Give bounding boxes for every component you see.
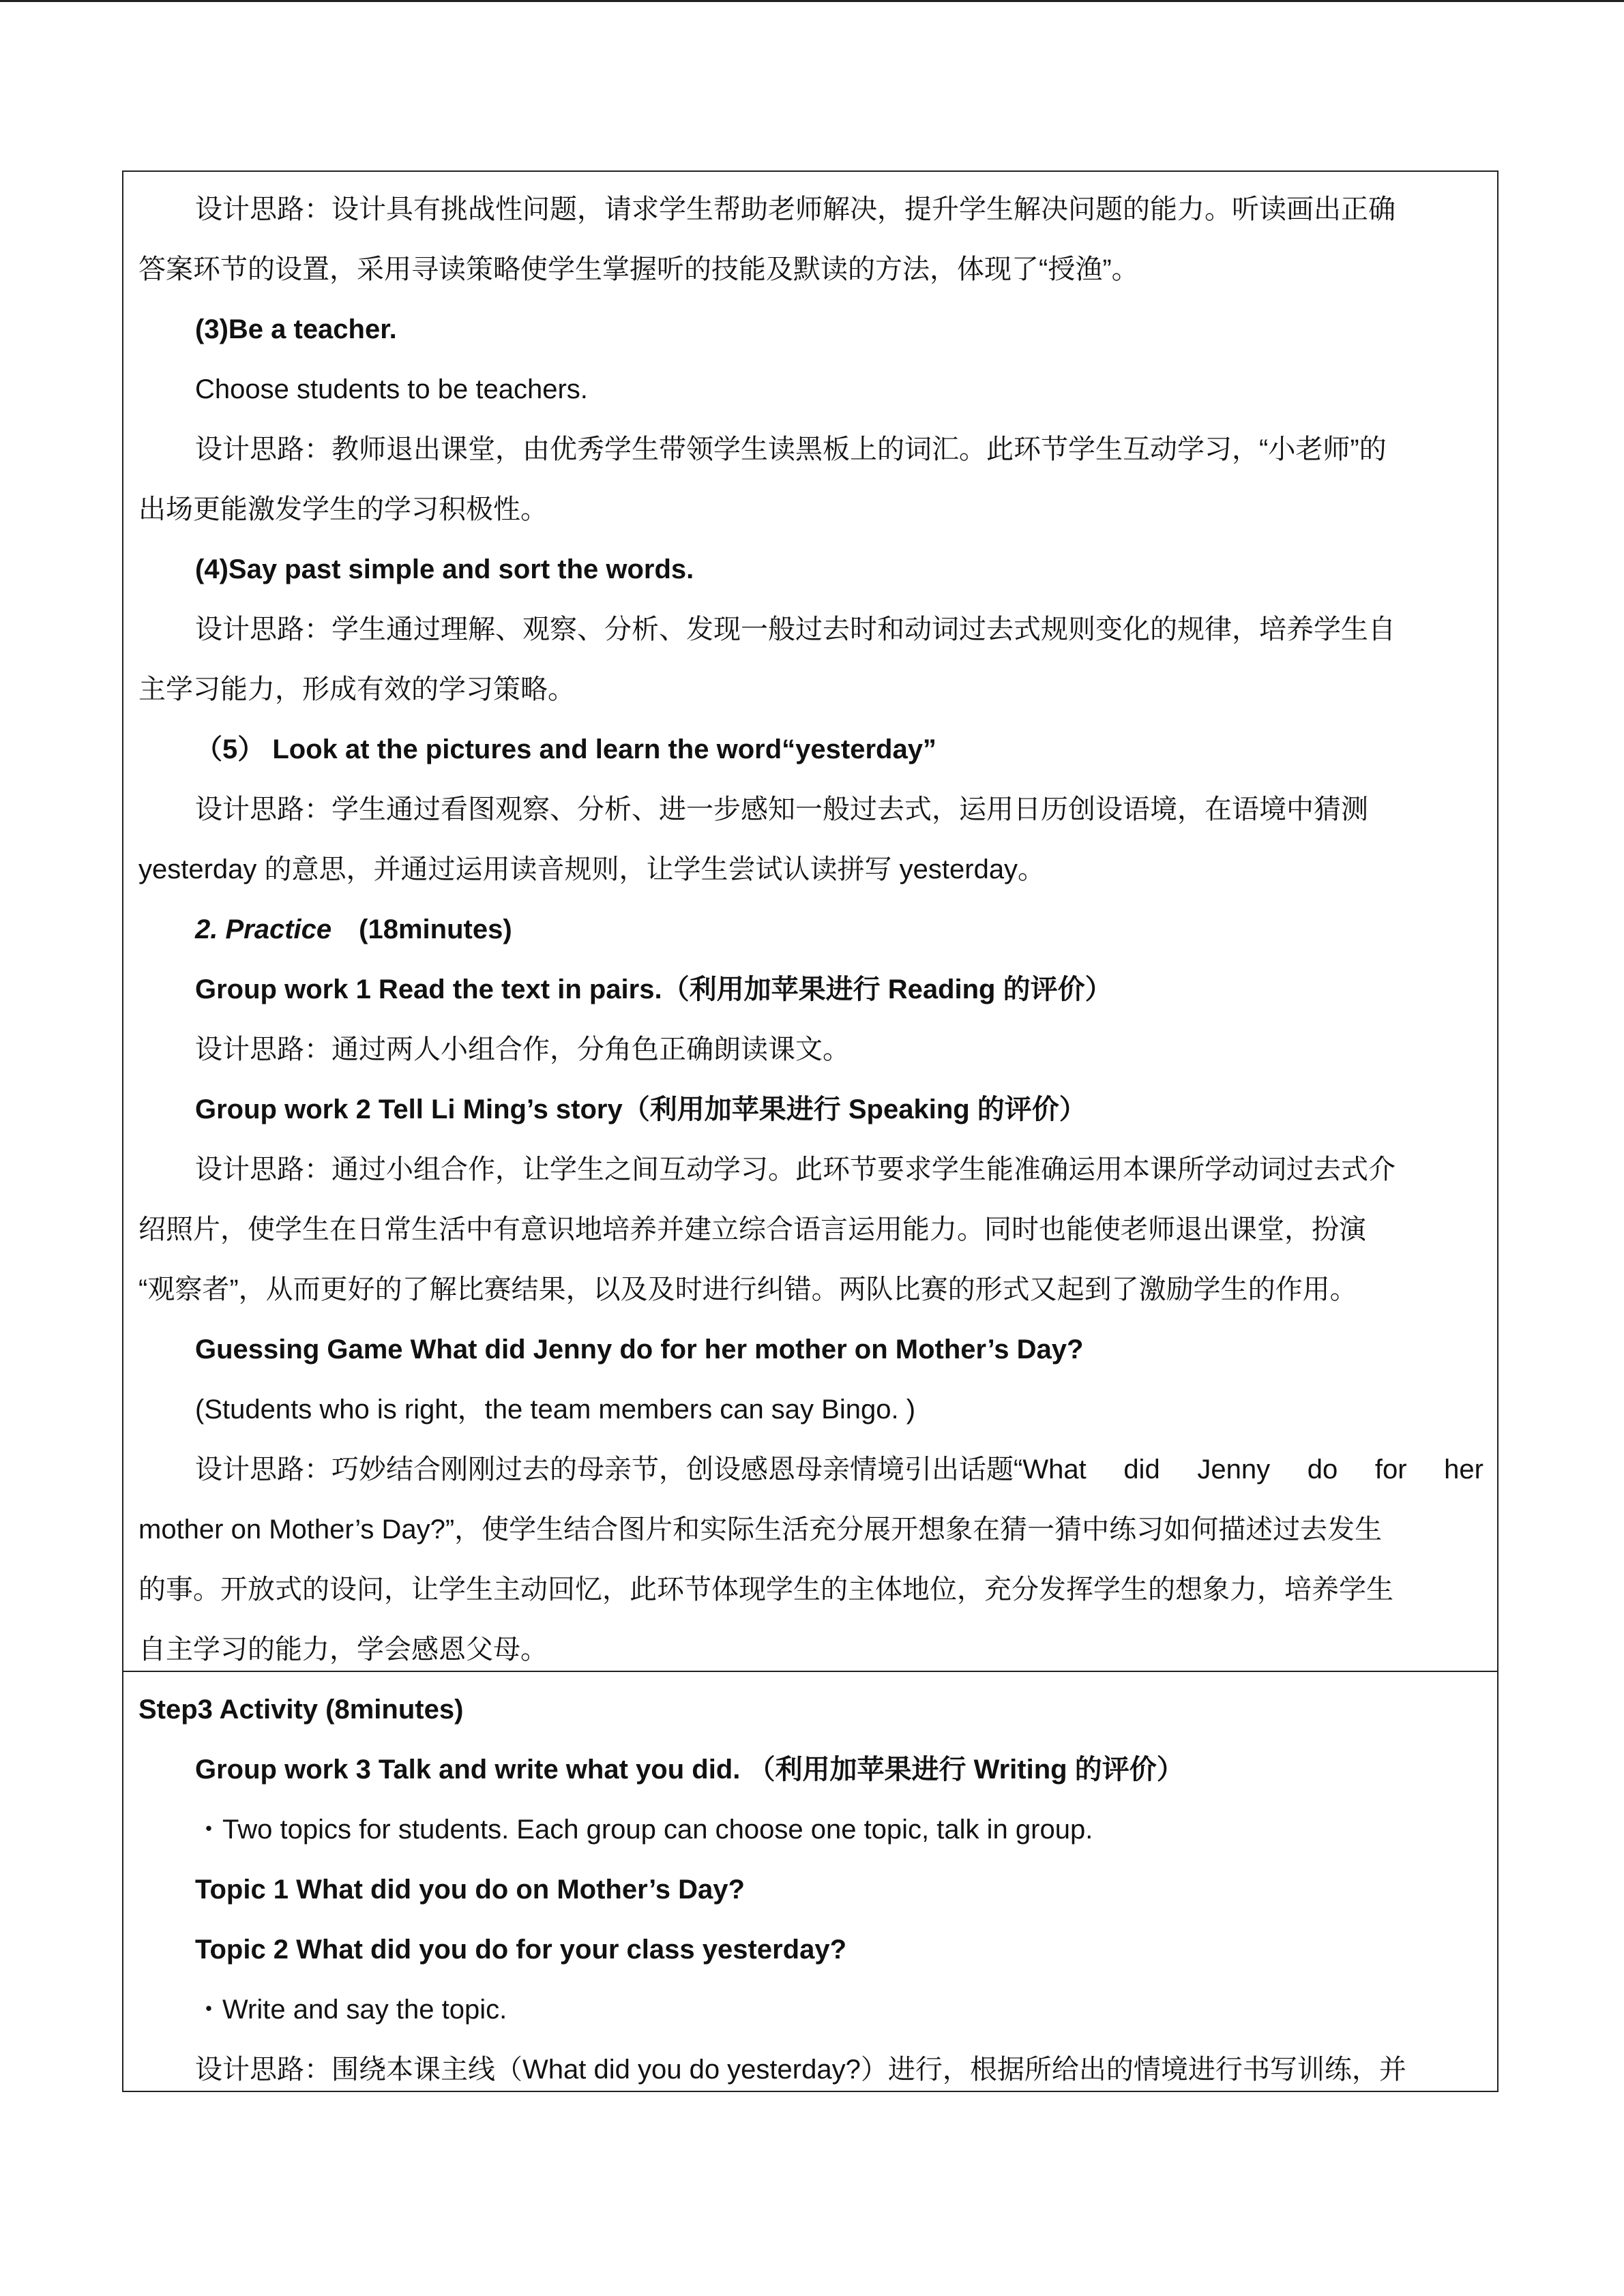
design-note: 设计思路：设计具有挑战性问题，请求学生帮助老师解决，提升学生解决问题的能力。听读画出正确: [195, 194, 1396, 224]
design-note-continued: 自主学习的能力，学会感恩父母。: [138, 1635, 548, 1665]
bullet-item: ・Write and say the topic.: [195, 1995, 507, 2025]
design-note-continued: 答案环节的设置，采用寻读策略使学生掌握听的技能及默读的方法，体现了“授渔”。: [138, 254, 1139, 284]
design-note-continued: “观察者”，从而更好的了解比赛结果，以及及时进行纠错。两队比赛的形式又起到了激励学生的作用。: [138, 1274, 1357, 1304]
bullet-item: ・Two topics for students. Each group can choose one topic, talk in group.: [195, 1815, 1093, 1845]
lesson-plan-table: [122, 170, 1498, 2092]
word: 设计思路：巧妙结合刚刚过去的母亲节，创设感恩母亲情境引出话题“What: [195, 1455, 1087, 1485]
activity-cell: [123, 1672, 1497, 2092]
group-work-3: Group work 3 Talk and write what you did. （利用加苹果进行 Writing 的评价）: [195, 1755, 1184, 1785]
design-note: 设计思路：围绕本课主线（What did you do yesterday?）进行，根据所给出的情境进行书写训练，并: [195, 2055, 1406, 2085]
word: do: [1307, 1455, 1338, 1485]
group-work-1: Group work 1 Read the text in pairs.（利用加苹果进行 Reading 的评价）: [195, 974, 1112, 1004]
practice-time: (18minutes): [359, 914, 512, 944]
design-note-continued: 的事。开放式的设问，让学生主动回忆，此环节体现学生的主体地位，充分发挥学生的想象力，培养学生: [138, 1575, 1393, 1605]
design-note-continued: 出场更能激发学生的学习积极性。: [138, 494, 548, 524]
design-note: 设计思路：通过两人小组合作，分角色正确朗读课文。: [195, 1034, 850, 1064]
design-note: 设计思路：教师退出课堂，由优秀学生带领学生读黑板上的词汇。此环节学生互动学习，“小老师”的: [195, 434, 1387, 464]
guessing-game-rule: (Students who is right，the team members can say Bingo. ): [195, 1395, 916, 1425]
design-note-continued: 主学习能力，形成有效的学习策略。: [138, 674, 575, 704]
teaching-process-cell: [123, 172, 1497, 1672]
subheading-past-simple: (4)Say past simple and sort the words.: [195, 554, 694, 584]
design-note: 设计思路：通过小组合作，让学生之间互动学习。此环节要求学生能准确运用本课所学动词过去式介: [195, 1154, 1396, 1184]
subheading-yesterday: （5） Look at the pictures and learn the word“yesterday”: [195, 734, 936, 764]
design-note: 设计思路：学生通过理解、观察、分析、发现一般过去时和动词过去式规则变化的规律，培养学生自: [195, 614, 1396, 644]
topic-2: Topic 2 What did you do for your class yesterday?: [195, 1935, 846, 1965]
activity-text: Choose students to be teachers.: [195, 374, 588, 404]
design-note-continued: yesterday 的意思，并通过运用读音规则，让学生尝试认读拼写 yesterday。: [138, 854, 1046, 884]
design-note-continued: mother on Mother’s Day?”，使学生结合图片和实际生活充分展开想象在猜一猜中练习如何描述过去发生: [138, 1515, 1383, 1545]
word: her: [1444, 1455, 1483, 1485]
word: Jenny: [1197, 1455, 1271, 1485]
design-note-continued: 绍照片，使学生在日常生活中有意识地培养并建立综合语言运用能力。同时也能使老师退出课堂，扮演: [138, 1214, 1366, 1244]
subheading-be-a-teacher: (3)Be a teacher.: [195, 314, 397, 344]
topic-1: Topic 1 What did you do on Mother’s Day?: [195, 1875, 745, 1905]
practice-heading: [195, 912, 1483, 946]
practice-title: 2. Practice: [195, 914, 332, 944]
top-border: [0, 0, 1624, 2]
word: did: [1123, 1455, 1160, 1485]
design-note-justified: [195, 1452, 1483, 1487]
word: for: [1374, 1455, 1407, 1485]
guessing-game: Guessing Game What did Jenny do for her mother on Mother’s Day?: [195, 1335, 1084, 1365]
design-note: 设计思路：学生通过看图观察、分析、进一步感知一般过去式，运用日历创设语境，在语境中猜测: [195, 794, 1368, 824]
group-work-2: Group work 2 Tell Li Ming’s story（利用加苹果进行 Speaking 的评价）: [195, 1094, 1087, 1124]
step3-heading: Step3 Activity (8minutes): [138, 1695, 464, 1725]
